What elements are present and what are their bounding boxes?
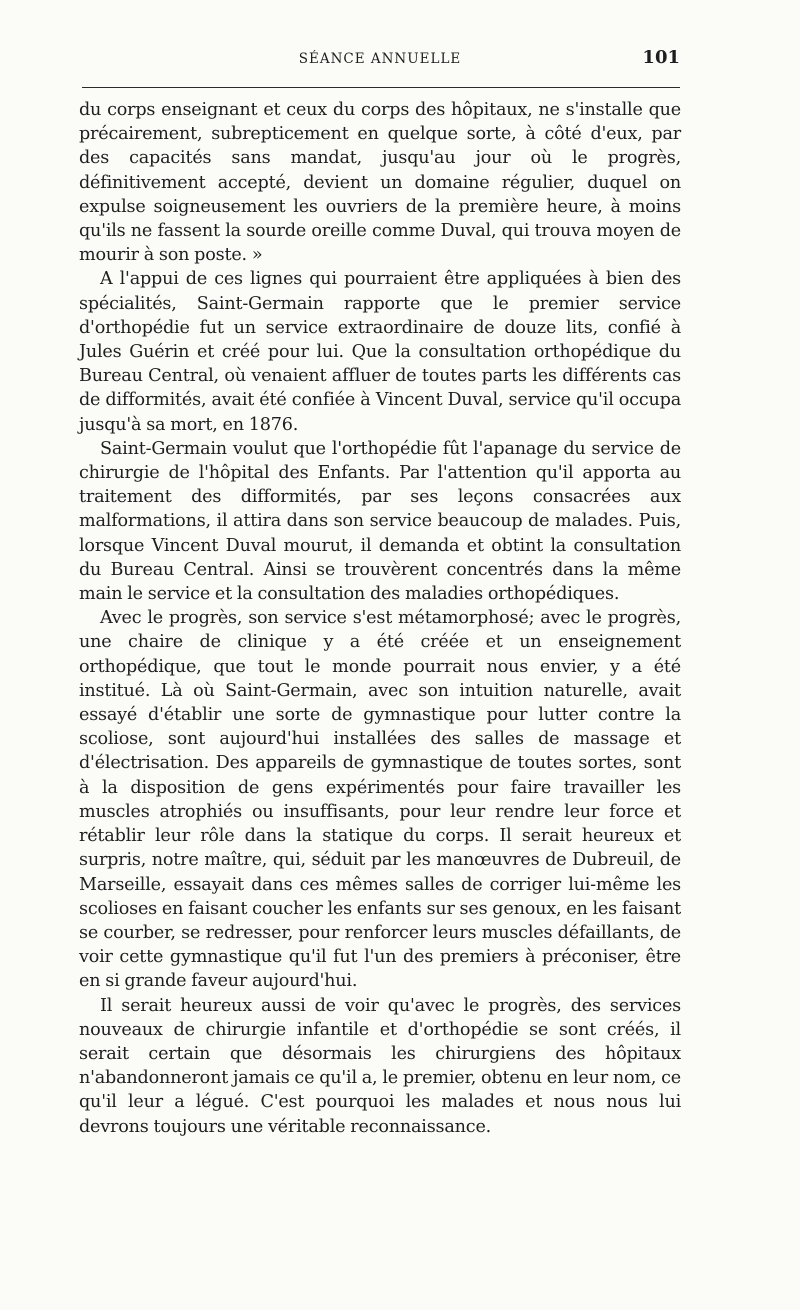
- paragraph-continuation: du corps enseignant et ceux du corps des hôpitaux, ne s'installe que précairement, subrepticement en quelque sorte, à côté d'eux, par des capacités sans mandat, jusqu'au jour où le progrès, définitivement accepté, devient un domaine régulier, duquel on expulse soigneusement les ouvriers de la première heure, à moins qu'ils ne fassent la sourde oreille comme Duval, qui trouva moyen de mourir à son poste. »: [79, 100, 681, 266]
- paragraph: A l'appui de ces lignes qui pourraient être appliquées à bien des spécialités, Saint-Germain rapporte que le premier service d'orthopédie fut un service extraordinaire de douze lits, confié à Jules Guérin et créé pour lui. Que la consultation orthopédique du Bureau Central, où venaient affluer de toutes parts les différents cas de difformités, avait été confiée à Vincent Duval, service qu'il occupa jusqu'à sa mort, en 1876.: [79, 269, 681, 435]
- paragraph: Il serait heureux aussi de voir qu'avec le progrès, des services nouveaux de chirurgie infantile et d'orthopédie se sont créés, il serait certain que désormais les chirurgiens des hôpitaux n'abandonneront jamais ce qu'il a, le premier, obtenu en leur nom, ce qu'il leur a légué. C'est pourquoi les malades et nous nous lui devrons toujours une véritable reconnaissance.: [79, 995, 681, 1137]
- page-number: 101: [642, 47, 680, 68]
- paragraph: Avec le progrès, son service s'est métamorphosé; avec le progrès, une chaire de clinique y a été créée et un enseignement orthopédique, que tout le monde pourrait nous envier, y a été institué. Là où Saint-Germain, avec son intuition naturelle, avait essayé d'établir une sorte de gymnastique pour lutter contre la scoliose, sont aujourd'hui installées des salles de massage et d'électrisation. Des appareils de gymnastique de toutes sortes, sont à la disposition de gens expérimentés pour faire travailler les muscles atrophiés ou insuffisants, pour leur rendre leur force et rétablir leur rôle dans la statique du corps. Il serait heureux et surpris, notre maître, qui, séduit par les manœuvres de Dubreuil, de Marseille, essayait dans ces mêmes salles de corriger lui-même les scolioses en faisant coucher les enfants sur ses genoux, en les faisant se courber, se redresser, pour renforcer leurs muscles défaillants, de voir cette gymnastique qu'il fut l'un des premiers à préconiser, être en si grande faveur aujourd'hui.: [79, 608, 681, 992]
- running-head: [80, 49, 680, 73]
- header-rule: [82, 87, 680, 88]
- running-title: SÉANCE ANNUELLE: [298, 51, 462, 67]
- body-text: [79, 98, 681, 1139]
- paragraph: Saint-Germain voulut que l'orthopédie fût l'apanage du service de chirurgie de l'hôpital des Enfants. Par l'attention qu'il apporta au traitement des difformités, par ses leçons consacrées aux malformations, il attira dans son service beaucoup de malades. Puis, lorsque Vincent Duval mourut, il demanda et obtint la consultation du Bureau Central. Ainsi se trouvèrent concentrés dans la même main le service et la consultation des maladies orthopédiques.: [79, 438, 681, 605]
